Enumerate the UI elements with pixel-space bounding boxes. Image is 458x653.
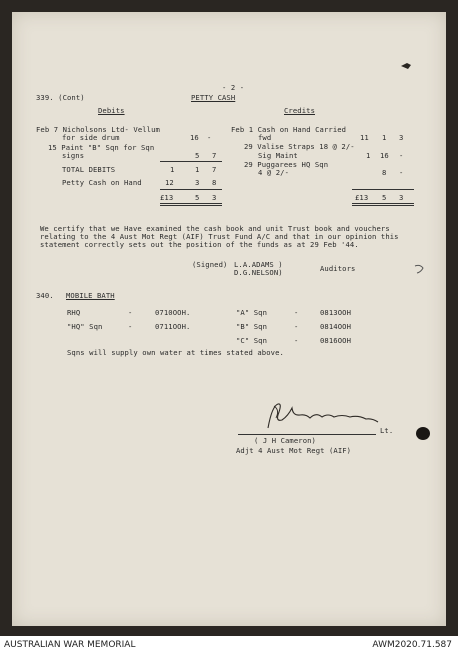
debit-total-shillings: 5 <box>195 193 200 202</box>
credit-pounds: 1 <box>366 151 371 160</box>
bath-unit: "C" Sqn <box>236 336 267 345</box>
debit-label: TOTAL DEBITS <box>62 165 116 174</box>
credit-total-pounds: £13 <box>355 193 369 202</box>
bath-dash: - <box>294 308 299 317</box>
debit-total-pence: 3 <box>212 193 217 202</box>
archive-reference: AWM2020.71.587 <box>372 640 452 650</box>
certify-line: We certify that we Have examined the cash book and unit Trust book and vouchers <box>40 224 390 233</box>
bath-time: 0710OOH. <box>155 308 191 317</box>
double-rule <box>352 203 414 204</box>
bath-note: Sqns will supply own water at times stated above. <box>67 348 284 357</box>
credit-label: 4 @ 2/- <box>258 168 289 177</box>
debit-label: Petty Cash on Hand <box>62 178 142 187</box>
debit-label: for side drum <box>62 133 120 142</box>
signed-label: (Signed) <box>192 260 228 269</box>
bath-dash: - <box>294 336 299 345</box>
debit-pounds: 16 <box>190 133 199 142</box>
column-rule <box>160 161 222 162</box>
document-page <box>12 12 446 626</box>
debit-pounds: 12 <box>165 178 174 187</box>
debit-shillings: - <box>207 133 212 142</box>
certify-line: statement correctly sets out the position of the funds as at 29 Feb '44. <box>40 240 359 249</box>
archive-name: AUSTRALIAN WAR MEMORIAL <box>4 640 136 650</box>
section-title: MOBILE BATH <box>66 291 115 300</box>
bath-unit: "A" Sqn <box>236 308 267 317</box>
item-number: 339. (Cont) <box>36 93 85 102</box>
credit-pence: - <box>399 168 404 177</box>
credit-pence: 3 <box>399 133 404 142</box>
credit-shillings: 8 <box>382 168 387 177</box>
credit-pounds: 11 <box>360 133 369 142</box>
credit-label: 29 Puggarees HQ Sqn <box>244 160 329 169</box>
double-rule <box>160 203 222 204</box>
double-rule <box>160 205 222 206</box>
certify-line: relating to the 4 Aust Mot Regt (AIF) Trust Fund A/C and that in our opinion this <box>40 232 399 241</box>
bath-unit: RHQ <box>67 308 81 317</box>
signatory-appointment: Adjt 4 Aust Mot Regt (AIF) <box>236 446 352 455</box>
double-rule <box>352 205 414 206</box>
bath-dash: - <box>294 322 299 331</box>
bath-time: 0814OOH <box>320 322 351 331</box>
credit-label: Sig Maint <box>258 151 298 160</box>
debit-pence: 8 <box>212 178 217 187</box>
column-rule <box>352 189 414 190</box>
credit-shillings: 1 <box>382 133 387 142</box>
bath-time: 0711OOH. <box>155 322 191 331</box>
paper-clip-mark <box>400 62 412 70</box>
credit-label: Feb 1 Cash on Hand Carried <box>231 125 347 134</box>
debit-shillings: 3 <box>195 178 200 187</box>
bath-dash: - <box>128 322 133 331</box>
debit-pounds: 1 <box>170 165 175 174</box>
debit-pence: 7 <box>212 151 217 160</box>
debit-shillings: 5 <box>195 151 200 160</box>
debit-pence: 7 <box>212 165 217 174</box>
page-number: - 2 - <box>222 83 245 92</box>
punched-hole <box>416 427 430 440</box>
auditor-name: D.G.NELSON) <box>234 268 283 277</box>
column-rule <box>160 189 222 190</box>
debit-total-pounds: £13 <box>160 193 174 202</box>
credit-label: fwd <box>258 133 272 142</box>
signatory-rank: Lt. <box>380 426 394 435</box>
credit-total-shillings: 5 <box>382 193 387 202</box>
debit-label: 15 Paint "B" Sqn for Sqn <box>48 143 155 152</box>
debit-label: signs <box>62 151 85 160</box>
signature-line <box>238 434 376 435</box>
bath-dash: - <box>128 308 133 317</box>
handwritten-signature <box>262 398 382 434</box>
ink-mark <box>412 262 426 276</box>
credit-total-pence: 3 <box>399 193 404 202</box>
credit-label: 29 Valise Straps 18 @ 2/- <box>244 142 355 151</box>
bath-time: 0816OOH <box>320 336 351 345</box>
bath-time: 0813OOH <box>320 308 351 317</box>
debit-shillings: 1 <box>195 165 200 174</box>
auditor-name: L.A.ADAMS ) <box>234 260 283 269</box>
credit-shillings: 16 <box>380 151 389 160</box>
bath-unit: "HQ" Sqn <box>67 322 103 331</box>
credit-pence: - <box>399 151 404 160</box>
credits-heading: Credits <box>284 106 315 115</box>
bath-unit: "B" Sqn <box>236 322 267 331</box>
debits-heading: Debits <box>98 106 125 115</box>
item-number: 340. <box>36 291 54 300</box>
archive-footer <box>0 636 458 653</box>
auditors-label: Auditors <box>320 264 356 273</box>
signatory-name: ( J H Cameron) <box>254 436 316 445</box>
debit-label: Feb 7 Nicholsons Ltd- Vellum <box>36 125 160 134</box>
page-title: PETTY CASH <box>191 93 236 102</box>
